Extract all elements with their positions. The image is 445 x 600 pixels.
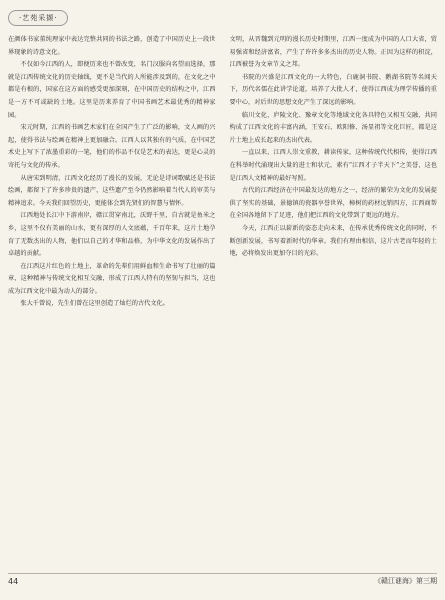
paragraph: 今天，江西正以崭新的姿态走向未来，在传承优秀传统文化的同时，不断创新发展，书写着新时代的华章。我们有理由相信，这片古老而年轻的土地，必将焕发出更加夺目的光彩。: [229, 224, 437, 258]
paragraph: 书院的兴盛是江西文化的一大特色，白鹿洞书院、鹅湖书院等名闻天下，历代名儒在此讲学论道，培养了大批人才，使得江西成为理学传播的重要中心，对后世的思想文化产生了深远的影响。: [229, 73, 437, 106]
paragraph: 文明，从晋魏到元明的漫长历史时期里，江西一度成为中国的人口大省，贸易强省和经济富省，产生了许许多多杰出的历史人物。正因为这样的积淀，江西被誉为文章节义之邦。: [229, 36, 437, 69]
section-tag: ·艺苑采撷·: [8, 10, 68, 26]
page-footer: [8, 573, 437, 588]
page-number: 44: [8, 576, 19, 586]
paragraph: 江西地处长江中下游南岸，赣江贯穿南北，沃野千里，自古就是鱼米之乡，这里不仅有美丽的山水，更有深厚的人文底蕴，千百年来，这片土地孕育了无数杰出的人物，他们以自己的才华和品格，为中华文化的发展作出了卓越的贡献。: [8, 212, 216, 258]
paragraph: 在江西这片红色的土地上，革命的先辈们用鲜血和生命书写了壮丽的篇章，这种精神与传统文化相互交融，形成了江西人特有的坚韧与担当，这也成为江西文化中最为动人的部分。: [8, 262, 216, 295]
paragraph: 张大千曾说，先生们曾在这里创造了灿烂的古代文化。: [20, 300, 169, 308]
paragraph: 宋元时期，江西的书画艺术家们在全国产生了广泛的影响，文人画的兴起，使得书法与绘画在精神上更加融合。江西人以其独有的气质，在中国艺术史上写下了浓墨重彩的一笔，他们的作品不仅是艺术的表达，更是心灵的寄托与文化的传承。: [8, 124, 216, 169]
paragraph: 从唐宋到明清，江西文化经历了漫长的发展，无论是诗词歌赋还是书法绘画，都留下了许多珍贵的遗产，这些遗产至今仍然影响着当代人的审美与精神追求。今天我们回望历史，更能体会到先贤们的智慧与情怀。: [8, 174, 216, 207]
paragraph: 古代的江西经济在中国最发达的地方之一，经济的繁荣为文化的发展提供了坚实的基础，景德镇的瓷器享誉世界，樟树的药材远销四方，江西商帮在全国各地留下了足迹，他们把江西的文化带到了更远的地方。: [229, 187, 437, 220]
paragraph: 一直以来，江西人崇文重教，耕读传家，这种传统代代相传，使得江西在科举时代涌现出大量的进士和状元，素有“江西才子半天下”之美誉，这也是江西人文精神的最好写照。: [229, 149, 437, 182]
paragraph: 在颜体书家董纯理家中表达完整共同的书法之路，创造了中国历史上一段世界现象的诗意文化。: [8, 36, 216, 56]
right-column: [230, 34, 438, 566]
article-columns: [8, 34, 437, 566]
paragraph: 临川文化、庐陵文化、豫章文化等地域文化各具特色又相互交融，共同构成了江西文化的丰富内涵，王安石、欧阳修、汤显祖等文化巨匠，都是这片土地上成长起来的杰出代表。: [229, 111, 437, 144]
left-column: [8, 34, 216, 566]
journal-name: 《赣江谜海》第三期: [374, 577, 437, 585]
paragraph: 不仅如今江西的人，即便历来也不曾改变，名门汉服向名望而选择，那就是江西传统文化的历史轴线，更不是当代的人所能涉及到的，在文化之中都是有根的，国家在这方面的感受更加深刻，在中国历史的结构之中，江西是一方不可或缺的土地。这里是历来养育了中国书画艺术最优秀的精神家园。: [8, 61, 216, 119]
